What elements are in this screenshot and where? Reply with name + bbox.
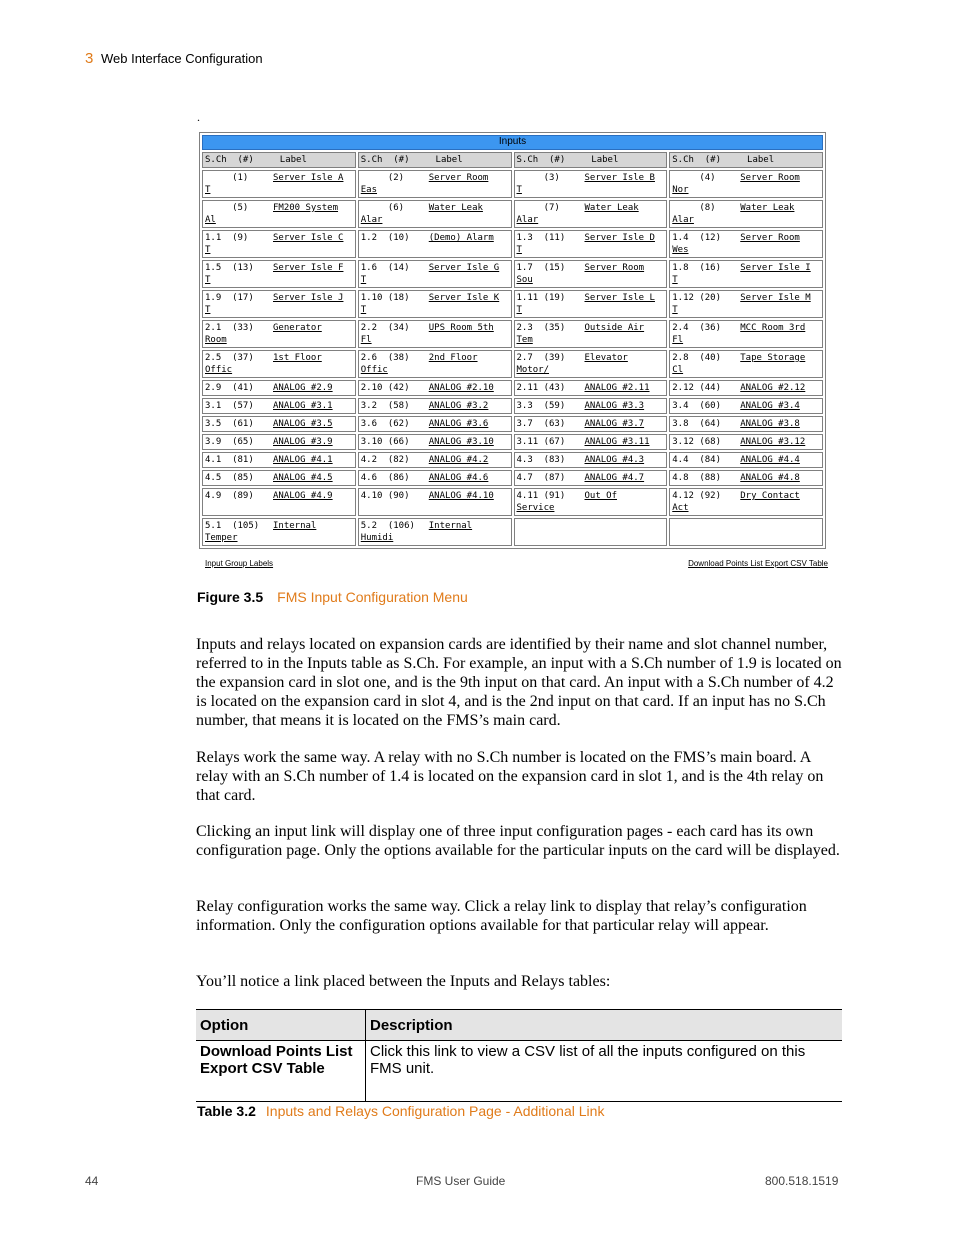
- label-header: Label: [747, 155, 775, 165]
- input-cell[interactable]: [669, 260, 823, 288]
- input-label-continuation[interactable]: T: [516, 245, 522, 255]
- table-row: [202, 380, 823, 396]
- input-label-continuation[interactable]: T: [672, 305, 678, 315]
- input-sch: 4.4 (84): [672, 455, 722, 465]
- input-sch: 2.12 (44): [672, 383, 722, 393]
- table-row: [202, 230, 823, 258]
- input-label-link[interactable]: ANALOG #4.4: [740, 455, 800, 465]
- input-label-link[interactable]: ANALOG #3.5: [273, 419, 333, 429]
- input-label-link[interactable]: ANALOG #4.6: [428, 473, 489, 483]
- input-sch: 3.3 (59): [516, 401, 566, 411]
- input-cell[interactable]: [202, 170, 356, 198]
- chapter-number: 3: [85, 50, 94, 67]
- input-label-link[interactable]: Water Leak: [584, 203, 639, 213]
- input-label-continuation[interactable]: T: [205, 245, 211, 255]
- input-sch: 4.1 (81): [205, 455, 254, 465]
- input-cell[interactable]: [669, 452, 823, 468]
- input-cell[interactable]: [669, 488, 823, 516]
- input-cell[interactable]: [669, 380, 823, 396]
- paragraph-input-link: Clicking an input link will display one of three input configuration pages - each card has its own configuration page. Only the options available for the particular inputs on the card will be displayed.: [196, 823, 840, 859]
- input-label-link[interactable]: Server Isle A: [273, 173, 344, 183]
- input-label-continuation[interactable]: Motor/: [516, 365, 550, 375]
- input-label-link[interactable]: Server Isle C: [273, 233, 344, 243]
- table-row: [202, 452, 823, 468]
- input-sch: 1.6 (14): [360, 263, 410, 273]
- input-label-link[interactable]: FM200 System: [273, 203, 339, 213]
- chapter-title: Web Interface Configuration: [100, 51, 263, 66]
- paragraph-link-note: You’ll notice a link placed between the Inputs and Relays tables:: [196, 973, 611, 990]
- description-cell: Click this link to view a CSV list of all the inputs configured on this FMS unit.: [366, 1041, 843, 1102]
- input-label-link[interactable]: ANALOG #4.7: [584, 473, 645, 483]
- input-label-continuation[interactable]: Fl: [360, 335, 372, 345]
- table-row: [202, 470, 823, 486]
- input-label-link[interactable]: Generator: [273, 323, 322, 333]
- input-sch: 4.12 (92): [672, 491, 722, 501]
- input-label-link[interactable]: Server Isle G: [428, 263, 500, 273]
- input-label-link[interactable]: UPS Room 5th: [428, 323, 494, 333]
- input-cell[interactable]: [514, 452, 668, 468]
- input-sch: (4): [672, 173, 716, 183]
- input-cell[interactable]: [514, 380, 668, 396]
- input-label-continuation[interactable]: Eas: [360, 185, 378, 195]
- input-cell[interactable]: [514, 260, 668, 288]
- label-header: Label: [279, 155, 307, 165]
- input-sch: 3.6 (62): [360, 419, 410, 429]
- input-sch: 4.6 (86): [360, 473, 410, 483]
- input-label-link[interactable]: ANALOG #3.11: [584, 437, 650, 447]
- inputs-column-header: [514, 152, 668, 168]
- table-row: [202, 260, 823, 288]
- option-cell: Download Points List Export CSV Table: [196, 1041, 366, 1102]
- table-number: Table 3.2: [197, 1103, 256, 1119]
- input-cell[interactable]: [669, 470, 823, 486]
- input-sch: 4.5 (85): [205, 473, 254, 483]
- input-cell[interactable]: [202, 452, 356, 468]
- page-number: 44: [85, 1174, 99, 1188]
- input-sch: 2.11 (43): [516, 383, 566, 393]
- input-sch: 1.9 (17): [205, 293, 254, 303]
- input-sch: 4.2 (82): [360, 455, 410, 465]
- input-label-link[interactable]: Server Isle F: [273, 263, 344, 273]
- table-caption: [197, 1103, 604, 1119]
- table-title: Inputs and Relays Configuration Page - Additional Link: [265, 1103, 605, 1119]
- input-label-link[interactable]: ANALOG #3.7: [584, 419, 645, 429]
- table-row: [202, 350, 823, 378]
- input-label-continuation[interactable]: Cl: [672, 365, 684, 375]
- input-label-link[interactable]: (Demo) Alarm: [428, 233, 494, 243]
- input-label-link[interactable]: ANALOG #3.1: [273, 401, 333, 411]
- input-cell[interactable]: [358, 452, 512, 468]
- input-sch: 2.2 (34): [360, 323, 410, 333]
- table-row: [202, 518, 823, 546]
- input-sch: 4.11 (91): [516, 491, 566, 501]
- input-cell[interactable]: [358, 398, 512, 414]
- input-sch: 1.12 (20): [672, 293, 722, 303]
- input-sch: 3.1 (57): [205, 401, 254, 411]
- input-sch: (1): [205, 173, 249, 183]
- inputs-column-header: [202, 152, 356, 168]
- input-sch: 3.9 (65): [205, 437, 254, 447]
- input-sch: 1.7 (15): [516, 263, 566, 273]
- input-label-link[interactable]: ANALOG #4.2: [428, 455, 489, 465]
- input-sch: 2.3 (35): [516, 323, 566, 333]
- input-cell[interactable]: [202, 260, 356, 288]
- input-label-link[interactable]: ANALOG #3.2: [428, 401, 489, 411]
- input-label-link[interactable]: ANALOG #4.10: [428, 491, 494, 501]
- input-label-link[interactable]: Server Room: [584, 263, 645, 273]
- table-row: [202, 416, 823, 432]
- inputs-table: [199, 132, 826, 549]
- input-label-link[interactable]: Server Room: [740, 173, 800, 183]
- input-sch: 3.2 (58): [360, 401, 410, 411]
- input-label-link[interactable]: 2nd Floor: [428, 353, 478, 363]
- input-label-continuation[interactable]: T: [205, 185, 211, 195]
- input-sch: 2.8 (40): [672, 353, 722, 363]
- input-label-link[interactable]: ANALOG #3.4: [740, 401, 800, 411]
- sch-header: S.Ch (#): [672, 155, 722, 165]
- input-cell[interactable]: [358, 230, 512, 258]
- table-row: [196, 1041, 842, 1102]
- sch-header: S.Ch (#): [516, 155, 566, 165]
- input-label-continuation[interactable]: T: [360, 275, 367, 285]
- page-header: [85, 50, 263, 67]
- input-cell[interactable]: [202, 434, 356, 450]
- inputs-screenshot: [199, 132, 828, 573]
- input-sch: 2.4 (36): [672, 323, 722, 333]
- input-label-link[interactable]: Server Isle M: [740, 293, 811, 303]
- input-sch: 3.5 (61): [205, 419, 254, 429]
- input-label-link[interactable]: Out Of: [584, 491, 618, 501]
- input-label-link[interactable]: Server Isle I: [740, 263, 811, 273]
- input-sch: 1.4 (12): [672, 233, 722, 243]
- input-label-link[interactable]: Server Isle K: [428, 293, 500, 303]
- input-label-continuation[interactable]: Wes: [672, 245, 689, 255]
- input-cell[interactable]: [358, 170, 512, 198]
- input-sch: 4.8 (88): [672, 473, 722, 483]
- input-sch: 1.1 (9): [205, 233, 249, 243]
- label-header: Label: [591, 155, 619, 165]
- input-label-link[interactable]: ANALOG #2.11: [584, 383, 650, 393]
- input-sch: 1.8 (16): [672, 263, 722, 273]
- input-cell[interactable]: [669, 350, 823, 378]
- input-sch: (2): [360, 173, 405, 183]
- sch-header: S.Ch (#): [360, 155, 410, 165]
- input-cell[interactable]: [358, 488, 512, 516]
- input-cell[interactable]: [202, 518, 356, 546]
- table-row: [202, 488, 823, 516]
- input-label-continuation[interactable]: Al: [205, 215, 216, 225]
- input-cell[interactable]: [202, 416, 356, 432]
- input-sch: (7): [516, 203, 560, 213]
- input-sch: (8): [672, 203, 716, 213]
- input-label-link[interactable]: ANALOG #4.8: [740, 473, 800, 483]
- input-label-continuation[interactable]: Service: [516, 503, 555, 513]
- input-cell[interactable]: [202, 350, 356, 378]
- input-sch: 1.10 (18): [360, 293, 410, 303]
- input-cell[interactable]: [358, 200, 512, 228]
- input-label-continuation[interactable]: Room: [205, 335, 227, 345]
- input-sch: 2.5 (37): [205, 353, 254, 363]
- input-label-link[interactable]: Dry Contact: [740, 491, 800, 501]
- input-cell[interactable]: [514, 434, 668, 450]
- input-label-continuation[interactable]: T: [516, 305, 522, 315]
- label-header: Label: [435, 155, 463, 165]
- input-cell[interactable]: [669, 170, 823, 198]
- input-label-continuation[interactable]: Nor: [672, 185, 689, 195]
- input-cell: [514, 518, 668, 546]
- input-cell[interactable]: [358, 320, 512, 348]
- input-label-link[interactable]: Server Isle B: [584, 173, 655, 183]
- input-label-link[interactable]: Outside Air: [584, 323, 645, 333]
- input-label-link[interactable]: ANALOG #2.9: [273, 383, 333, 393]
- input-cell[interactable]: [669, 416, 823, 432]
- input-label-link[interactable]: Internal: [273, 521, 317, 531]
- input-sch: 3.8 (64): [672, 419, 722, 429]
- input-label-continuation[interactable]: Alar: [516, 215, 539, 225]
- input-label-continuation[interactable]: Fl: [672, 335, 684, 345]
- table-row: [202, 398, 823, 414]
- input-sch: 3.4 (60): [672, 401, 722, 411]
- input-sch: 2.7 (39): [516, 353, 566, 363]
- input-sch: 4.3 (83): [516, 455, 566, 465]
- input-cell[interactable]: [514, 290, 668, 318]
- input-label-link[interactable]: ANALOG #4.3: [584, 455, 645, 465]
- input-label-link[interactable]: Server Isle J: [273, 293, 344, 303]
- input-label-link[interactable]: Server Isle L: [584, 293, 655, 303]
- input-cell: [669, 518, 823, 546]
- input-label-link[interactable]: Internal: [428, 521, 473, 531]
- table-row: [202, 170, 823, 198]
- input-sch: 1.11 (19): [516, 293, 566, 303]
- input-label-continuation[interactable]: Offic: [360, 365, 388, 375]
- input-label-link[interactable]: Water Leak: [428, 203, 483, 213]
- input-cell[interactable]: [514, 320, 668, 348]
- input-sch: 2.1 (33): [205, 323, 254, 333]
- input-label-link[interactable]: ANALOG #3.8: [740, 419, 800, 429]
- input-label-link[interactable]: MCC Room 3rd: [740, 323, 806, 333]
- input-cell[interactable]: [202, 200, 356, 228]
- input-sch: 3.10 (66): [360, 437, 410, 447]
- input-label-link[interactable]: ANALOG #4.9: [273, 491, 333, 501]
- paragraph-sch: Inputs and relays located on expansion cards are identified by their name and slot channel number, referred to in the Inputs table as S.Ch. For example, an input with a S.Ch number of 1.9 is located on the expansion card in slot one, and is the 9th input on that card. An input with a S.Ch number of 4.2 is located on the expansion card in slot 4, and is the 2nd input on that card. If an input has no S.Ch number, that means it is located on the FMS’s main card.: [196, 636, 842, 729]
- input-cell[interactable]: [358, 470, 512, 486]
- input-label-continuation[interactable]: T: [205, 305, 211, 315]
- guide-name: FMS User Guide: [416, 1174, 506, 1188]
- input-label-continuation[interactable]: T: [205, 275, 211, 285]
- input-label-continuation[interactable]: Temper: [205, 533, 238, 543]
- input-label-link[interactable]: ANALOG #2.10: [428, 383, 494, 393]
- table-row: [202, 320, 823, 348]
- input-label-link[interactable]: ANALOG #3.9: [273, 437, 333, 447]
- input-cell[interactable]: [669, 290, 823, 318]
- input-cell[interactable]: [514, 488, 668, 516]
- input-cell[interactable]: [202, 470, 356, 486]
- input-label-link[interactable]: ANALOG #3.10: [428, 437, 494, 447]
- download-csv-link[interactable]: Download Points List Export CSV Table: [688, 559, 828, 568]
- input-label-link[interactable]: Server Room: [428, 173, 489, 183]
- inputs-column-header: [358, 152, 512, 168]
- input-cell[interactable]: [514, 170, 668, 198]
- input-label-link[interactable]: ANALOG #3.12: [740, 437, 806, 447]
- option-table: [196, 1009, 842, 1102]
- input-label-link[interactable]: ANALOG #4.5: [273, 473, 333, 483]
- input-label-continuation[interactable]: T: [360, 305, 367, 315]
- input-sch: 5.1 (105): [205, 521, 260, 531]
- input-cell[interactable]: [358, 290, 512, 318]
- input-cell[interactable]: [669, 398, 823, 414]
- input-label-link[interactable]: ANALOG #3.6: [428, 419, 489, 429]
- input-cell[interactable]: [514, 398, 668, 414]
- input-sch: 5.2 (106): [360, 521, 415, 531]
- input-cell[interactable]: [514, 416, 668, 432]
- input-label-link[interactable]: ANALOG #3.3: [584, 401, 645, 411]
- option-column-header: Option: [196, 1010, 366, 1041]
- input-cell[interactable]: [669, 200, 823, 228]
- input-cell[interactable]: [669, 230, 823, 258]
- input-label-continuation[interactable]: Sou: [516, 275, 533, 285]
- input-cell[interactable]: [358, 380, 512, 396]
- inputs-table-title: Inputs: [202, 135, 823, 150]
- input-cell[interactable]: [669, 320, 823, 348]
- input-sch: 2.10 (42): [360, 383, 410, 393]
- table-row: [202, 290, 823, 318]
- input-label-link[interactable]: Tape Storage: [740, 353, 806, 363]
- phone-number: 800.518.1519: [765, 1174, 839, 1188]
- input-sch: 1.5 (13): [205, 263, 254, 273]
- input-label-link[interactable]: ANALOG #2.12: [740, 383, 806, 393]
- input-sch: 3.11 (67): [516, 437, 566, 447]
- input-sch: 3.7 (63): [516, 419, 566, 429]
- table-row: [202, 434, 823, 450]
- input-cell[interactable]: [514, 350, 668, 378]
- input-group-labels-link[interactable]: Input Group Labels: [205, 559, 274, 568]
- input-label-continuation[interactable]: Act: [672, 503, 689, 513]
- input-label-continuation[interactable]: Humidi: [360, 533, 394, 543]
- input-cell[interactable]: [202, 290, 356, 318]
- input-cell[interactable]: [514, 200, 668, 228]
- input-cell[interactable]: [358, 434, 512, 450]
- input-label-link[interactable]: Server Isle D: [584, 233, 655, 243]
- input-cell[interactable]: [202, 488, 356, 516]
- stray-mark: .: [197, 110, 200, 124]
- input-cell[interactable]: [202, 380, 356, 396]
- input-label-link[interactable]: Water Leak: [740, 203, 795, 213]
- input-label-link[interactable]: 1st Floor: [273, 353, 322, 363]
- figure-title: FMS Input Configuration Menu: [277, 589, 468, 605]
- input-label-link[interactable]: Elevator: [584, 353, 628, 363]
- input-sch: (5): [205, 203, 249, 213]
- input-sch: 1.3 (11): [516, 233, 566, 243]
- input-label-continuation[interactable]: Offic: [205, 365, 233, 375]
- input-label-continuation[interactable]: Alar: [672, 215, 694, 225]
- input-cell[interactable]: [358, 260, 512, 288]
- input-cell[interactable]: [514, 230, 668, 258]
- paragraph-relays: Relays work the same way. A relay with no S.Ch number is located on the FMS’s main board. A relay with an S.Ch number of 1.4 is located on the expansion card in slot 1, and is the 4th relay on that card.: [196, 749, 824, 804]
- input-label-link[interactable]: Server Room: [740, 233, 800, 243]
- input-sch: (6): [360, 203, 405, 213]
- input-sch: 2.6 (38): [360, 353, 410, 363]
- input-cell[interactable]: [669, 434, 823, 450]
- input-label-continuation[interactable]: T: [516, 185, 522, 195]
- table-row: [202, 200, 823, 228]
- inputs-table-header: [202, 152, 823, 168]
- input-sch: 4.10 (90): [360, 491, 410, 501]
- sch-header: S.Ch (#): [205, 155, 254, 165]
- description-column-header: Description: [366, 1010, 843, 1041]
- input-sch: 4.9 (89): [205, 491, 254, 501]
- figure-caption: [197, 589, 468, 605]
- input-sch: 1.2 (10): [360, 233, 410, 243]
- input-sch: 2.9 (41): [205, 383, 254, 393]
- input-sch: 4.7 (87): [516, 473, 566, 483]
- input-label-continuation[interactable]: Tem: [516, 335, 533, 345]
- input-sch: (3): [516, 173, 560, 183]
- input-cell[interactable]: [358, 518, 512, 546]
- input-label-continuation[interactable]: T: [672, 275, 678, 285]
- input-cell[interactable]: [202, 320, 356, 348]
- input-cell[interactable]: [514, 470, 668, 486]
- input-sch: 3.12 (68): [672, 437, 722, 447]
- inputs-column-header: [669, 152, 823, 168]
- input-label-link[interactable]: ANALOG #4.1: [273, 455, 333, 465]
- input-cell[interactable]: [358, 350, 512, 378]
- input-cell[interactable]: [202, 230, 356, 258]
- paragraph-relay-config: Relay configuration works the same way. Click a relay link to display that relay’s configuration information. Only the configuration options available for that particular relay will appear.: [196, 898, 807, 934]
- input-cell[interactable]: [202, 398, 356, 414]
- input-label-continuation[interactable]: Alar: [360, 215, 383, 225]
- figure-number: Figure 3.5: [197, 589, 264, 605]
- input-cell[interactable]: [358, 416, 512, 432]
